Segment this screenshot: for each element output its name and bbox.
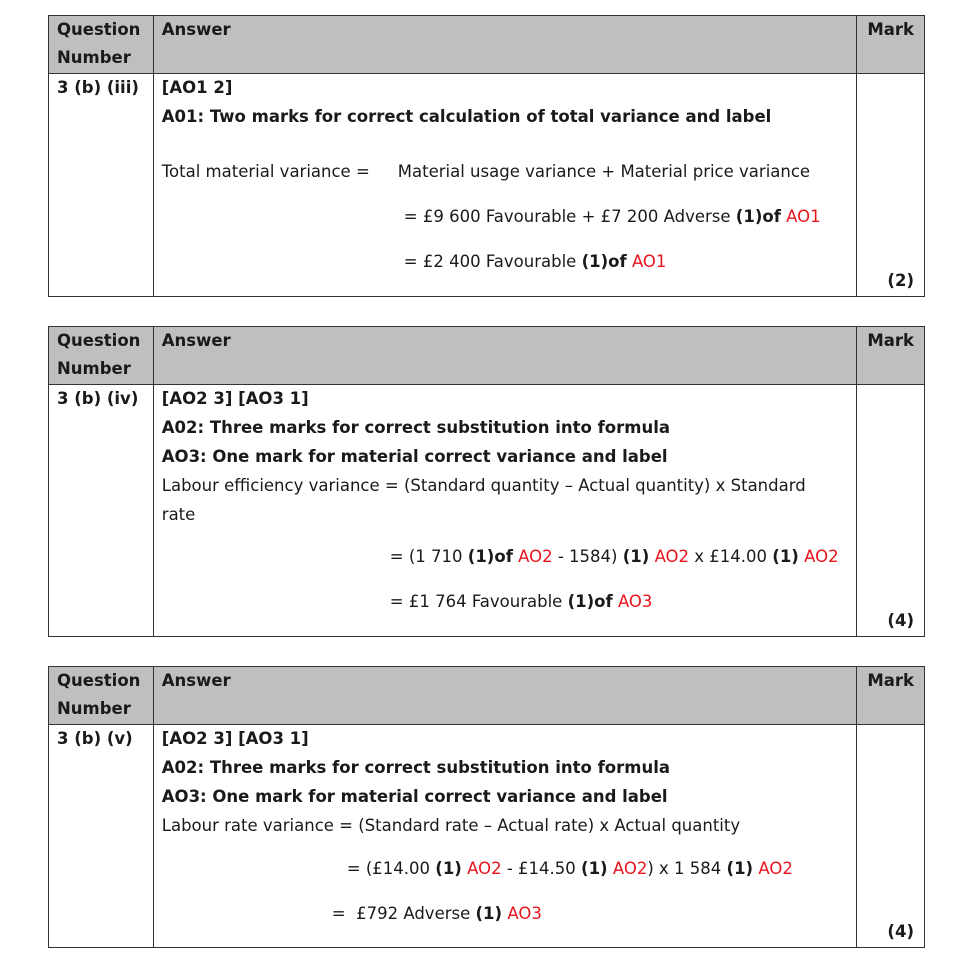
mark-token: (1) — [475, 904, 503, 923]
table-header — [49, 16, 924, 74]
marking-guidance: A01: Two marks for correct calculation of total variance and label — [161, 107, 772, 126]
mark-cell — [857, 74, 924, 296]
ao-reference: AO2 — [654, 547, 690, 566]
formula-text: Labour rate variance = (Standard rate – Actual rate) x Actual quantity — [161, 816, 741, 835]
header-mark: Mark — [867, 671, 914, 690]
header-question-label: Question — [57, 331, 141, 350]
answer-cell — [154, 74, 857, 296]
mark-token: (1) — [435, 859, 462, 878]
marking-guidance-ao3: AO3: One mark for material correct variance and label — [161, 447, 668, 466]
marking-guidance-ao2: A02: Three marks for correct substitution into formula — [161, 758, 671, 777]
ao-tag: [AO2 3] [AO3 1] — [161, 389, 309, 408]
mark-token: (1) — [467, 547, 495, 566]
mark-token: (1) — [581, 252, 609, 271]
step-text: - £14.50 — [501, 859, 582, 878]
calculation-step-2 — [390, 588, 653, 616]
header-answer: Answer — [154, 667, 857, 724]
mark-token: (1) — [735, 207, 763, 226]
formula-label: Total material variance = — [161, 162, 370, 181]
question-number: 3 (b) (iv) — [49, 385, 154, 636]
ao-reference: AO3 — [507, 904, 542, 923]
answer-cell — [154, 725, 857, 947]
mark-token: (1) — [567, 592, 595, 611]
table-row — [49, 725, 924, 947]
answer-cell — [154, 385, 857, 636]
ao-reference: AO2 — [804, 547, 839, 566]
header-mark: Mark — [867, 331, 914, 350]
question-number: 3 (b) (v) — [49, 725, 154, 947]
step-text: = (1 710 — [389, 547, 468, 566]
marking-guidance-ao2: A02: Three marks for correct substitution into formula — [161, 418, 671, 437]
mark-token: (1) — [581, 859, 608, 878]
mark-scheme-table-3biii — [48, 15, 925, 297]
step-text: ) x 1 584 — [647, 859, 727, 878]
step-text: = (£14.00 — [346, 859, 436, 878]
calculation-step-2 — [332, 900, 542, 928]
header-question-number — [49, 16, 154, 73]
table-header — [49, 327, 924, 385]
marking-guidance-ao3: AO3: One mark for material correct variance and label — [161, 787, 668, 806]
ao-reference: AO3 — [617, 592, 653, 611]
header-question-label: Question — [57, 671, 141, 690]
header-question-number — [49, 667, 154, 724]
table-row — [49, 74, 924, 296]
header-number-label: Number — [57, 48, 131, 67]
step-text: - 1584) — [552, 547, 623, 566]
mark-token: (1) — [622, 547, 650, 566]
ao-tag: [AO1 2] — [161, 78, 233, 97]
ao-reference: AO2 — [612, 859, 648, 878]
total-mark: (4) — [887, 922, 914, 941]
ao-reference: AO1 — [786, 207, 821, 226]
mark-scheme-table-3bv — [48, 666, 925, 948]
formula-line-1: Labour efficiency variance = (Standard quantity – Actual quantity) x Standard — [161, 476, 806, 495]
formula-text: Material usage variance + Material price variance — [397, 162, 811, 181]
mark-cell — [857, 385, 924, 636]
calculation-step-1 — [390, 543, 839, 571]
header-answer: Answer — [154, 16, 857, 73]
step-text: = £2 400 Favourable — [403, 252, 582, 271]
ao-reference: AO2 — [518, 547, 553, 566]
formula-line-2: rate — [161, 505, 196, 524]
mark-cell — [857, 725, 924, 947]
step-text: = £1 764 Favourable — [389, 592, 568, 611]
step-text: = £792 Adverse — [331, 904, 476, 923]
of-token: of — [762, 207, 781, 226]
table-header — [49, 667, 924, 725]
ao-reference: AO1 — [631, 252, 667, 271]
header-mark: Mark — [867, 20, 914, 39]
step-text: = £9 600 Favourable + £7 200 Adverse — [403, 207, 736, 226]
calculation-step-1 — [347, 855, 793, 883]
table-row — [49, 385, 924, 636]
header-question-label: Question — [57, 20, 141, 39]
of-token: of — [494, 547, 513, 566]
ao-reference: AO2 — [467, 859, 502, 878]
mark-token: (1) — [726, 859, 754, 878]
total-mark: (2) — [887, 271, 914, 290]
ao-tag: [AO2 3] [AO3 1] — [161, 729, 309, 748]
calculation-step-1 — [404, 203, 821, 231]
total-mark: (4) — [887, 611, 914, 630]
mark-scheme-table-3biv — [48, 326, 925, 637]
mark-token: (1) — [772, 547, 799, 566]
header-number-label: Number — [57, 699, 131, 718]
of-token: of — [608, 252, 627, 271]
header-number-label: Number — [57, 359, 131, 378]
of-token: of — [594, 592, 613, 611]
header-answer: Answer — [154, 327, 857, 384]
step-text: x £14.00 — [689, 547, 773, 566]
ao-reference: AO2 — [758, 859, 793, 878]
header-question-number — [49, 327, 154, 384]
question-number: 3 (b) (iii) — [49, 74, 154, 296]
calculation-step-2 — [404, 248, 667, 276]
